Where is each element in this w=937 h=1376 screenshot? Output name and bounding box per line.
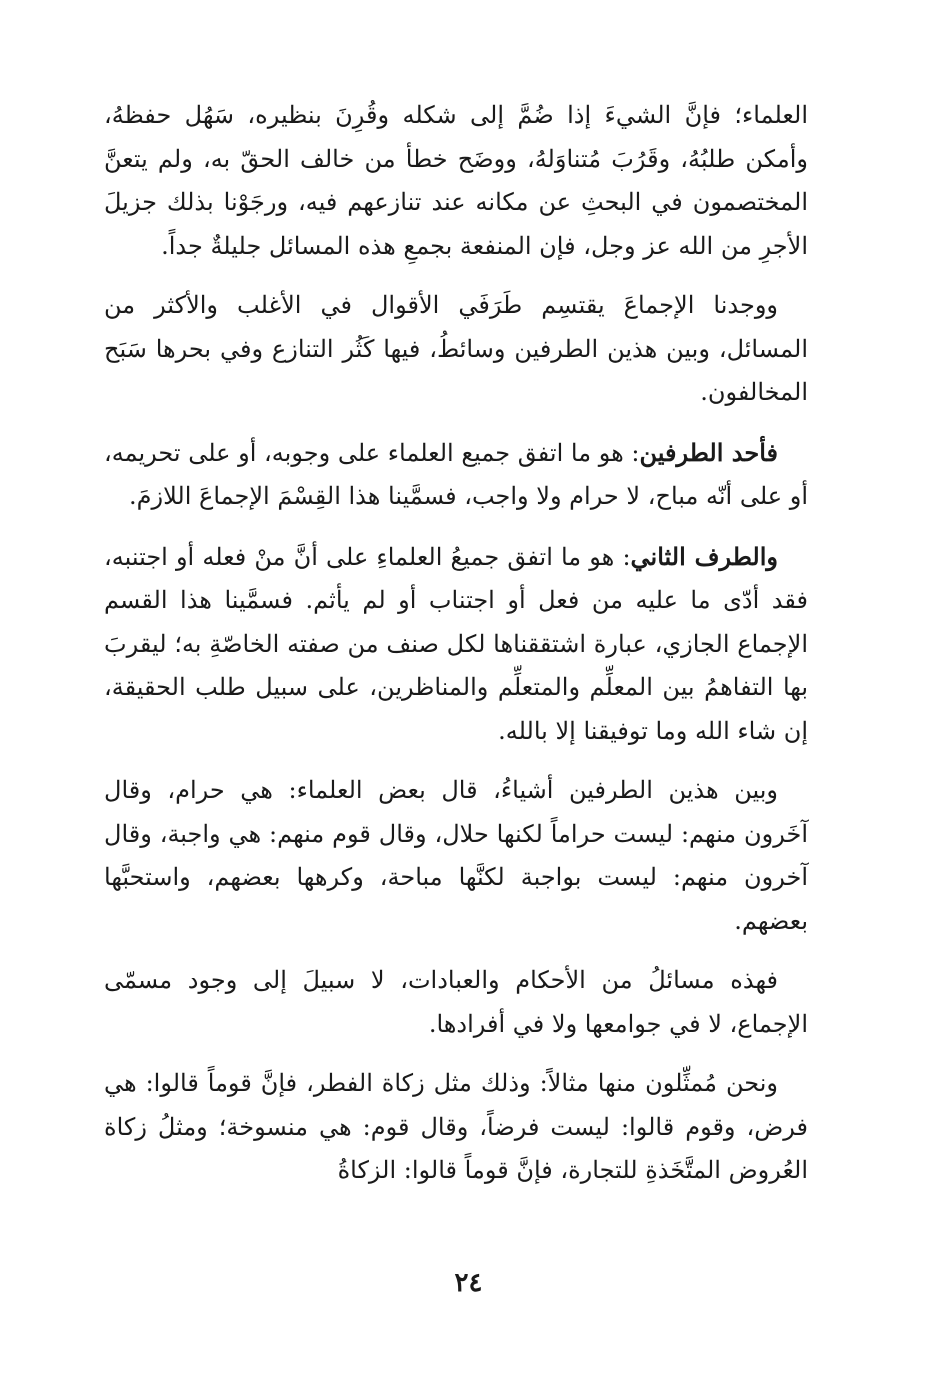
paragraph-2 — [104, 284, 808, 415]
paragraph-7-text: ونحن مُمثِّلون منها مثالاً: وذلك مثل زكاة الفطر، فإنَّ قوماً قالوا: هي فرض، وقوم قالوا: ليست فرضاً، وقال قوم: هي منسوخة؛ ومثلُ زكاة العُروض المتَّخَذةِ للتجارة، فإنَّ قوماً قالوا: الزكاةُ — [104, 1069, 808, 1184]
paragraph-4-lead-term: والطرف الثاني — [630, 541, 778, 571]
paragraph-4 — [104, 535, 808, 754]
page-number: ٢٤ — [454, 1268, 483, 1298]
paragraph-3 — [104, 431, 808, 519]
paragraph-7 — [104, 1062, 808, 1193]
paragraph-6-text: فهذه مسائلُ من الأحكام والعبادات، لا سبيلَ إلى وجود مسمّى الإجماع، لا في جوامعها ولا في أفرادها. — [104, 966, 808, 1038]
body-text — [104, 94, 808, 1209]
paragraph-5-text: وبين هذين الطرفين أشياءُ، قال بعض العلماء: هي حرام، وقال آخَرون منهم: ليست حراماً لكنها حلال، وقال قوم منهم: هي واجبة، وقال آخرون منهم: ليست بواجبة لكنَّها مباحة، وكرهها بعضهم، واستحبَّها بعضهم. — [104, 776, 808, 935]
paragraph-1-text: العلماء؛ فإنَّ الشيءَ إذا ضُمَّ إلى شكله وقُرِنَ بنظيره، سَهُل حفظهُ، وأمكن طلبُهُ، وقَرُبَ مُتناوَلهُ، ووضَح خطأ من خالف الحقّ به، ولم يتعنَّ المختصمون في البحثِ عن مكانه عند تنازعهم فيه، ورجَوْنا بذلك جزيلَ الأجرِ من الله عز وجل، فإن المنفعة بجمعِ هذه المسائل جليلةٌ جداً. — [104, 101, 808, 260]
paragraph-5 — [104, 769, 808, 943]
paragraph-1 — [104, 94, 808, 268]
paragraph-4-text: : هو ما اتفق جميعُ العلماءِ على أنَّ منْ فعله أو اجتنبه، فقد أدّى ما عليه من فعل أو اجتناب أو لم يأثم. فسمَّينا هذا القسم الإجماع الجازي، عبارة اشتققناها لكل صنف من صفته الخاصّةِ به؛ ليقربَ بها التفاهمُ بين المعلِّم والمتعلِّم والمناظرين، على سبيل طلب الحقيقة، إن شاء الله وما توفيقنا إلا بالله. — [104, 542, 808, 745]
paragraph-2-text: ووجدنا الإجماعَ يقتسِم طَرَفَي الأقوال في الأغلب والأكثر من المسائل، وبين هذين الطرفين وسائطُ، فيها كَثُر التنازع وفي بحرها سَبَح المخالفون. — [104, 291, 808, 406]
paragraph-6 — [104, 959, 808, 1046]
paragraph-3-text: : هو ما اتفق جميع العلماء على وجوبه، أو على تحريمه، أو على أنّه مباح، لا حرام ولا واجب، فسمَّينا هذا القِسْمَ الإجماعَ اللازمَ. — [104, 438, 808, 510]
paragraph-3-lead-term: فأحد الطرفين — [639, 437, 778, 467]
